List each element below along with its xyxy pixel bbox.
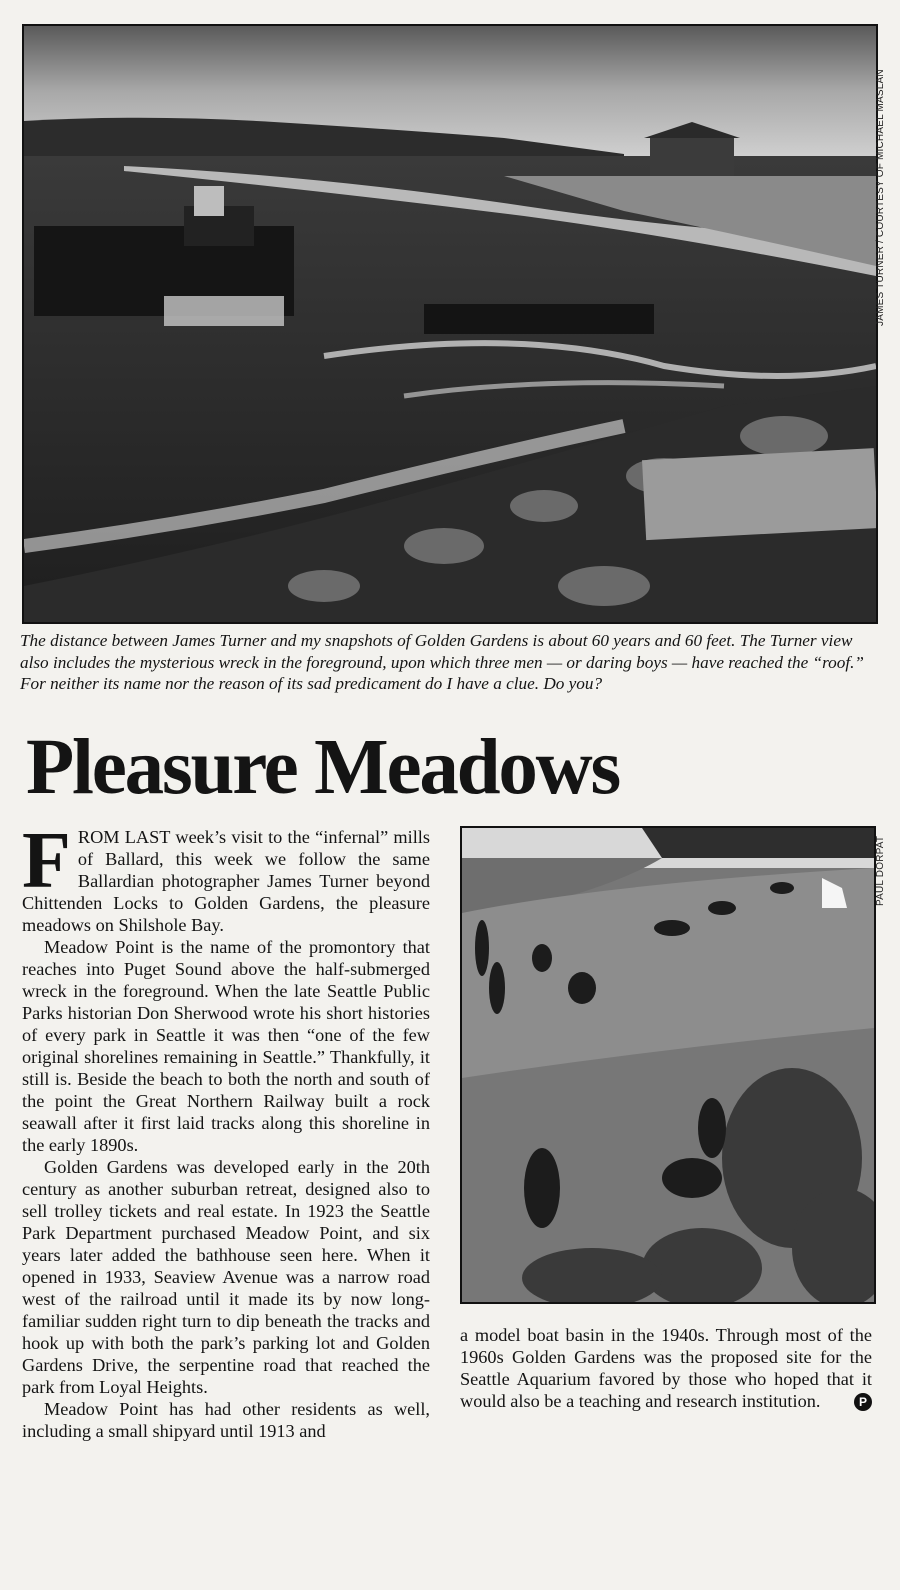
beach-photo: [460, 826, 876, 1304]
article-column-left: [22, 817, 430, 1442]
article-paragraph: FROM LAST week’s visit to the “infernal” mills of Ballard, this week we follow the same Ballardian photographer James Turner beyond Chittenden Locks to Golden Gardens, the pleasure meadows on Shilshole Bay.: [22, 817, 430, 935]
headline: Pleasure Meadows: [26, 724, 620, 811]
photo-caption: The distance between James Turner and my snapshots of Golden Gardens is about 60 years and 60 feet. The Turner view also includes the mysterious wreck in the foreground, upon which three men — or daring boys — have reached the “roof.” For neither its name nor the reason of its sad predicament do I have a clue. Do you?: [20, 631, 864, 693]
article-paragraph: a model boat basin in the 1940s. Through most of the 1960s Golden Gardens was the proposed site for the Seattle Aquarium favored by those who hoped that it would also be a teaching and research institution. P: [460, 1325, 872, 1411]
article-paragraph: Meadow Point has had other residents as well, including a small shipyard until 1913 and: [22, 1399, 430, 1441]
golden-gardens-1930s-image: [24, 26, 876, 622]
side-photo-credit: PAUL DORPAT: [875, 835, 886, 906]
golden-gardens-modern-image: [462, 828, 874, 1302]
article-column-right: [460, 1324, 872, 1412]
article-paragraph: Meadow Point is the name of the promontory that reaches into Puget Sound above the half-submerged wreck in the foreground. When the late Seattle Public Parks historian Don Sherwood wrote his short histories of every park in Seattle it was then “one of the few original shorelines remaining in Seattle.” Thankfully, it still is. Beside the beach to both the north and south of the point the Great Northern Railway built a rock seawall after it first laid tracks along this shoreline in the early 1890s.: [22, 937, 430, 1155]
top-photo-credit: JAMES TURNER / COURTESY OF MICHAEL MASLAN: [875, 69, 886, 326]
article-paragraph: Golden Gardens was developed early in the 20th century as another suburban retreat, designed also to sell trolley tickets and real estate. In 1923 the Seattle Park Department purchased Meadow Point, and six years later added the bathhouse seen here. When it opened in 1933, Seaview Avenue was a narrow road west of the railroad until it made its by now long-familiar sudden right turn to dip beneath the tracks and hook up with both the park’s parking lot and Golden Gardens Drive, the serpentine road that reached the park from Loyal Heights.: [22, 1157, 430, 1397]
drop-cap: F: [22, 817, 71, 905]
top-historical-photo: [22, 24, 878, 624]
end-mark-icon: P: [854, 1393, 872, 1411]
